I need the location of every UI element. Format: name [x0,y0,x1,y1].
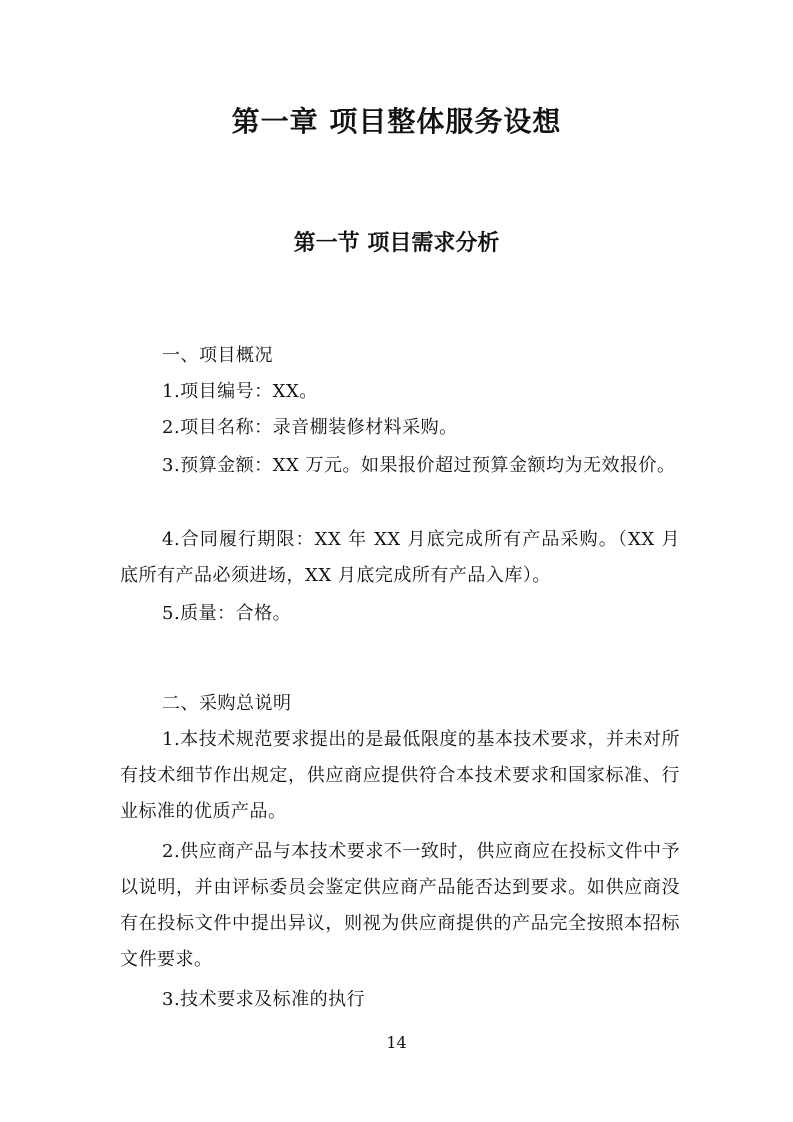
section-title: 第一节 项目需求分析 [293,231,500,256]
overview-item-2: 2.项目名称：录音棚装修材料采购。 [162,417,458,438]
overview-heading: 一、项目概况 [162,345,273,366]
overview-item-5: 5.质量：合格。 [162,603,292,624]
page-number: 14 [386,1033,407,1052]
procurement-item-1: 1.本技术规范要求提出的是最低限度的基本技术要求，并未对所有技术细节作出规定，供应商应提供符合本技术要求和国家标准、行业标准的优质产品。 [120,729,680,822]
procurement-heading: 二、采购总说明 [162,693,292,714]
chapter-title: 第一章 项目整体服务设想 [231,105,562,138]
overview-item-1: 1.项目编号：XX。 [162,381,318,402]
overview-item-3: 3.预算金额：XX 万元。如果报价超过预算金额均为无效报价。 [162,455,676,476]
procurement-item-3: 3.技术要求及标准的执行 [162,989,366,1010]
overview-item-4: 4.合同履行期限：XX 年 XX 月底完成所有产品采购。（XX 月底所有产品必须进场，XX 月底完成所有产品入库）。 [120,529,680,586]
procurement-item-2: 2.供应商产品与本技术要求不一致时，供应商应在投标文件中予以说明，并由评标委员会鉴定供应商产品能否达到要求。如供应商没有在投标文件中提出异议，则视为供应商提供的产品完全按照本招标文件要求。 [120,841,680,970]
